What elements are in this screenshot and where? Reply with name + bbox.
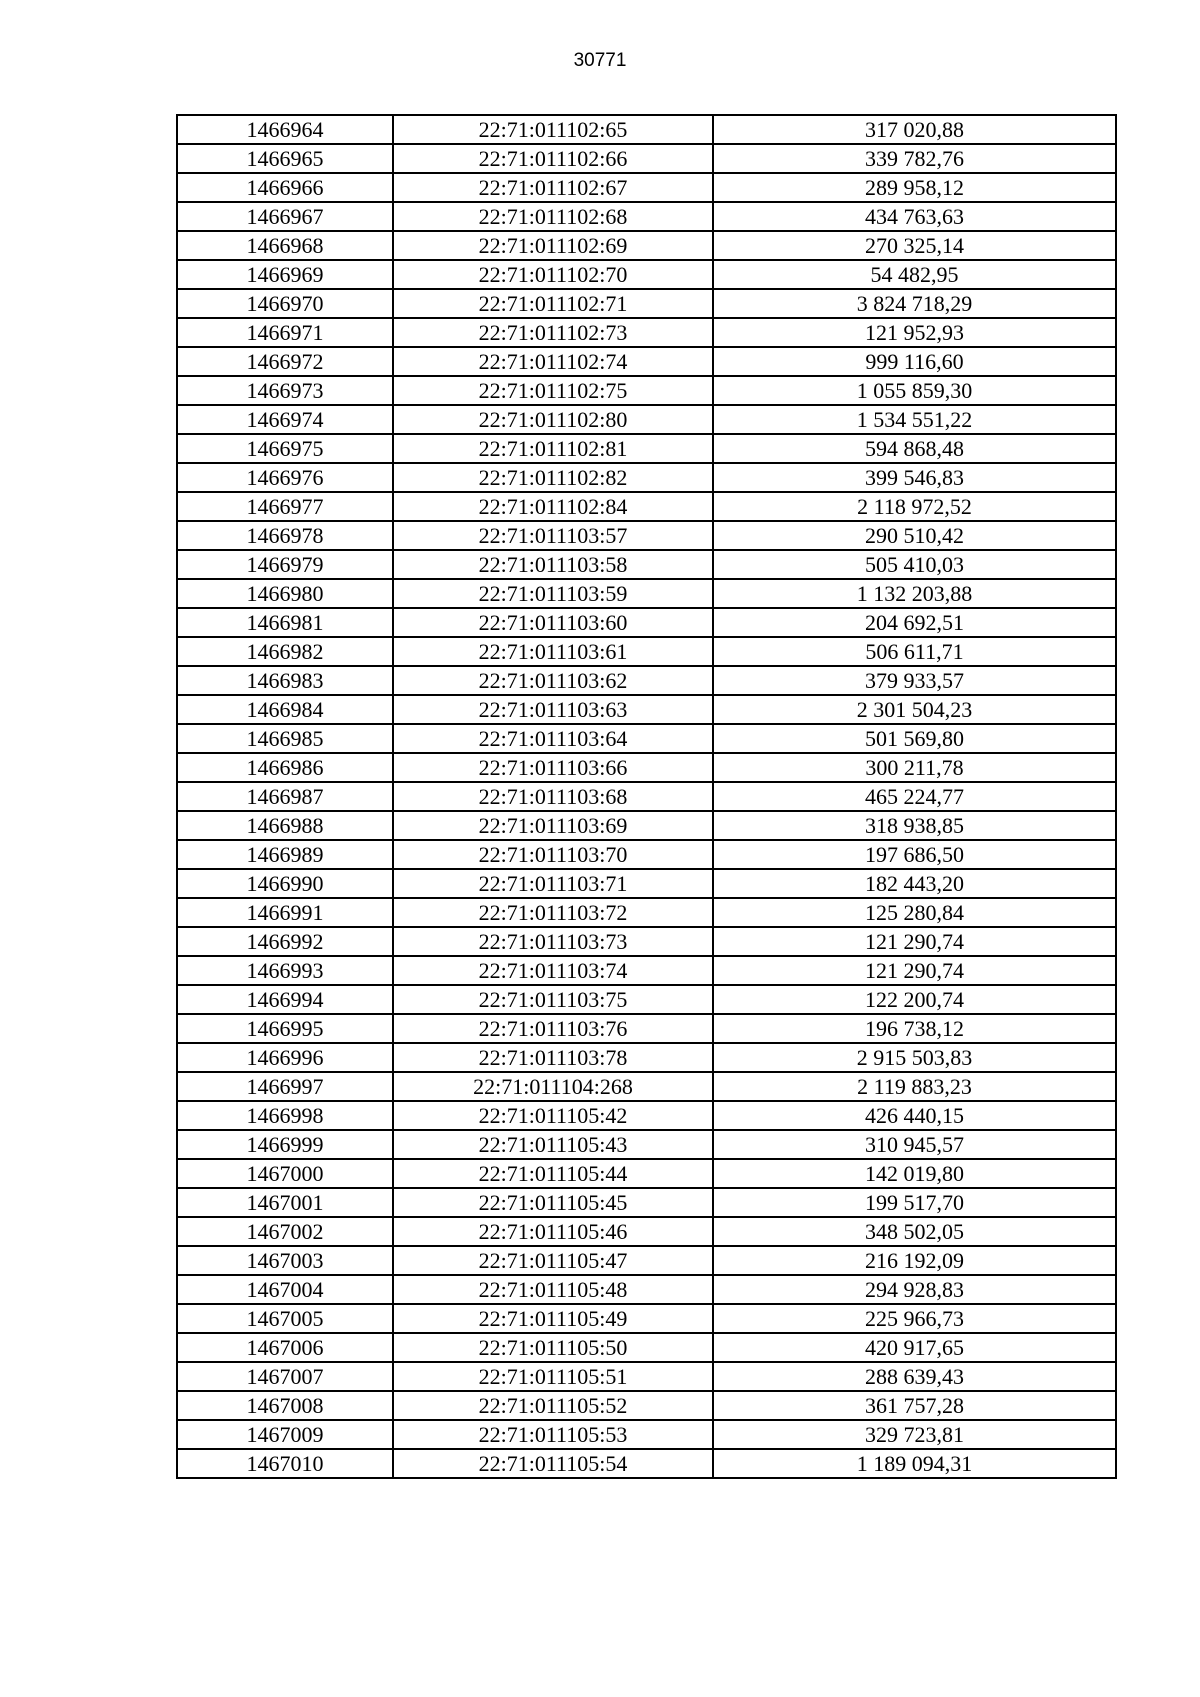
value-cell: 216 192,09 xyxy=(713,1246,1116,1275)
record-number-cell: 1466965 xyxy=(177,144,393,173)
value-cell: 2 118 972,52 xyxy=(713,492,1116,521)
table-row xyxy=(177,347,1116,376)
record-number-cell: 1466984 xyxy=(177,695,393,724)
record-number-cell: 1467003 xyxy=(177,1246,393,1275)
cadastral-number-cell: 22:71:011103:70 xyxy=(393,840,713,869)
value-cell: 361 757,28 xyxy=(713,1391,1116,1420)
table-row xyxy=(177,1014,1116,1043)
table-row xyxy=(177,1130,1116,1159)
value-cell: 506 611,71 xyxy=(713,637,1116,666)
value-cell: 122 200,74 xyxy=(713,985,1116,1014)
cadastral-number-cell: 22:71:011105:43 xyxy=(393,1130,713,1159)
table-row xyxy=(177,898,1116,927)
cadastral-number-cell: 22:71:011105:54 xyxy=(393,1449,713,1478)
table-row xyxy=(177,927,1116,956)
record-number-cell: 1466979 xyxy=(177,550,393,579)
cadastral-number-cell: 22:71:011103:73 xyxy=(393,927,713,956)
cadastral-number-cell: 22:71:011102:82 xyxy=(393,463,713,492)
table-row xyxy=(177,1246,1116,1275)
value-cell: 426 440,15 xyxy=(713,1101,1116,1130)
table-row xyxy=(177,318,1116,347)
cadastral-number-cell: 22:71:011105:48 xyxy=(393,1275,713,1304)
value-cell: 270 325,14 xyxy=(713,231,1116,260)
record-number-cell: 1466998 xyxy=(177,1101,393,1130)
cadastral-number-cell: 22:71:011102:81 xyxy=(393,434,713,463)
page-number: 30771 xyxy=(573,50,627,71)
record-number-cell: 1466980 xyxy=(177,579,393,608)
table-row xyxy=(177,550,1116,579)
record-number-cell: 1466985 xyxy=(177,724,393,753)
record-number-cell: 1466970 xyxy=(177,289,393,318)
table-row xyxy=(177,1188,1116,1217)
value-cell: 317 020,88 xyxy=(713,115,1116,144)
record-number-cell: 1466969 xyxy=(177,260,393,289)
table-row xyxy=(177,1217,1116,1246)
table-row xyxy=(177,811,1116,840)
record-number-cell: 1466983 xyxy=(177,666,393,695)
value-cell: 2 301 504,23 xyxy=(713,695,1116,724)
record-number-cell: 1467004 xyxy=(177,1275,393,1304)
record-number-cell: 1467010 xyxy=(177,1449,393,1478)
cadastral-number-cell: 22:71:011102:74 xyxy=(393,347,713,376)
cadastral-number-cell: 22:71:011105:51 xyxy=(393,1362,713,1391)
record-number-cell: 1467005 xyxy=(177,1304,393,1333)
record-number-cell: 1466975 xyxy=(177,434,393,463)
record-number-cell: 1466964 xyxy=(177,115,393,144)
value-cell: 197 686,50 xyxy=(713,840,1116,869)
cadastral-number-cell: 22:71:011102:69 xyxy=(393,231,713,260)
cadastral-number-cell: 22:71:011103:78 xyxy=(393,1043,713,1072)
table-row xyxy=(177,724,1116,753)
cadastral-number-cell: 22:71:011103:58 xyxy=(393,550,713,579)
record-number-cell: 1466972 xyxy=(177,347,393,376)
value-cell: 196 738,12 xyxy=(713,1014,1116,1043)
value-cell: 182 443,20 xyxy=(713,869,1116,898)
cadastral-number-cell: 22:71:011103:76 xyxy=(393,1014,713,1043)
value-cell: 399 546,83 xyxy=(713,463,1116,492)
cadastral-number-cell: 22:71:011105:50 xyxy=(393,1333,713,1362)
value-cell: 288 639,43 xyxy=(713,1362,1116,1391)
record-number-cell: 1467008 xyxy=(177,1391,393,1420)
cadastral-number-cell: 22:71:011103:60 xyxy=(393,608,713,637)
value-cell: 121 952,93 xyxy=(713,318,1116,347)
value-cell: 225 966,73 xyxy=(713,1304,1116,1333)
value-cell: 1 189 094,31 xyxy=(713,1449,1116,1478)
cadastral-number-cell: 22:71:011102:66 xyxy=(393,144,713,173)
cadastral-number-cell: 22:71:011102:73 xyxy=(393,318,713,347)
table-row xyxy=(177,115,1116,144)
table-row xyxy=(177,1043,1116,1072)
value-cell: 594 868,48 xyxy=(713,434,1116,463)
record-number-cell: 1466976 xyxy=(177,463,393,492)
cadastral-number-cell: 22:71:011105:49 xyxy=(393,1304,713,1333)
record-number-cell: 1466996 xyxy=(177,1043,393,1072)
value-cell: 199 517,70 xyxy=(713,1188,1116,1217)
record-number-cell: 1467002 xyxy=(177,1217,393,1246)
record-number-cell: 1467009 xyxy=(177,1420,393,1449)
record-number-cell: 1466997 xyxy=(177,1072,393,1101)
cadastral-number-cell: 22:71:011105:42 xyxy=(393,1101,713,1130)
value-cell: 420 917,65 xyxy=(713,1333,1116,1362)
value-cell: 505 410,03 xyxy=(713,550,1116,579)
table-row xyxy=(177,753,1116,782)
table-body xyxy=(177,115,1116,1478)
cadastral-number-cell: 22:71:011105:46 xyxy=(393,1217,713,1246)
value-cell: 1 534 551,22 xyxy=(713,405,1116,434)
cadastral-number-cell: 22:71:011102:71 xyxy=(393,289,713,318)
record-number-cell: 1466990 xyxy=(177,869,393,898)
table-row xyxy=(177,434,1116,463)
value-cell: 329 723,81 xyxy=(713,1420,1116,1449)
record-number-cell: 1467001 xyxy=(177,1188,393,1217)
value-cell: 125 280,84 xyxy=(713,898,1116,927)
record-number-cell: 1466966 xyxy=(177,173,393,202)
table-row xyxy=(177,1275,1116,1304)
record-number-cell: 1466978 xyxy=(177,521,393,550)
record-number-cell: 1466986 xyxy=(177,753,393,782)
value-cell: 501 569,80 xyxy=(713,724,1116,753)
cadastral-number-cell: 22:71:011102:80 xyxy=(393,405,713,434)
table-row xyxy=(177,492,1116,521)
cadastral-number-cell: 22:71:011103:57 xyxy=(393,521,713,550)
table-row xyxy=(177,1159,1116,1188)
table-row xyxy=(177,579,1116,608)
value-cell: 999 116,60 xyxy=(713,347,1116,376)
record-number-cell: 1467007 xyxy=(177,1362,393,1391)
value-cell: 289 958,12 xyxy=(713,173,1116,202)
cadastral-number-cell: 22:71:011103:61 xyxy=(393,637,713,666)
record-number-cell: 1466988 xyxy=(177,811,393,840)
cadastral-number-cell: 22:71:011103:69 xyxy=(393,811,713,840)
table-row xyxy=(177,289,1116,318)
value-cell: 434 763,63 xyxy=(713,202,1116,231)
record-number-cell: 1466994 xyxy=(177,985,393,1014)
cadastral-number-cell: 22:71:011103:68 xyxy=(393,782,713,811)
cadastral-number-cell: 22:71:011105:52 xyxy=(393,1391,713,1420)
cadastral-number-cell: 22:71:011102:68 xyxy=(393,202,713,231)
value-cell: 1 132 203,88 xyxy=(713,579,1116,608)
table-row xyxy=(177,231,1116,260)
cadastral-number-cell: 22:71:011103:59 xyxy=(393,579,713,608)
cadastral-number-cell: 22:71:011105:45 xyxy=(393,1188,713,1217)
table-row xyxy=(177,1449,1116,1478)
value-cell: 54 482,95 xyxy=(713,260,1116,289)
record-number-cell: 1466991 xyxy=(177,898,393,927)
record-number-cell: 1466993 xyxy=(177,956,393,985)
value-cell: 290 510,42 xyxy=(713,521,1116,550)
value-cell: 142 019,80 xyxy=(713,1159,1116,1188)
table-row xyxy=(177,608,1116,637)
cadastral-number-cell: 22:71:011102:75 xyxy=(393,376,713,405)
value-cell: 2 119 883,23 xyxy=(713,1072,1116,1101)
table-row xyxy=(177,695,1116,724)
cadastral-number-cell: 22:71:011105:53 xyxy=(393,1420,713,1449)
value-cell: 379 933,57 xyxy=(713,666,1116,695)
value-cell: 121 290,74 xyxy=(713,927,1116,956)
table-row xyxy=(177,1362,1116,1391)
table-row xyxy=(177,869,1116,898)
cadastral-number-cell: 22:71:011102:67 xyxy=(393,173,713,202)
cadastral-number-cell: 22:71:011103:72 xyxy=(393,898,713,927)
value-cell: 318 938,85 xyxy=(713,811,1116,840)
table-row xyxy=(177,637,1116,666)
cadastral-number-cell: 22:71:011103:74 xyxy=(393,956,713,985)
record-number-cell: 1467006 xyxy=(177,1333,393,1362)
cadastral-number-cell: 22:71:011103:75 xyxy=(393,985,713,1014)
value-cell: 339 782,76 xyxy=(713,144,1116,173)
table-row xyxy=(177,1304,1116,1333)
record-number-cell: 1466987 xyxy=(177,782,393,811)
table-row xyxy=(177,405,1116,434)
cadastral-number-cell: 22:71:011103:64 xyxy=(393,724,713,753)
table-row xyxy=(177,985,1116,1014)
data-table xyxy=(176,114,1117,1479)
table-row xyxy=(177,173,1116,202)
record-number-cell: 1466973 xyxy=(177,376,393,405)
cadastral-number-cell: 22:71:011102:84 xyxy=(393,492,713,521)
table-row xyxy=(177,260,1116,289)
value-cell: 121 290,74 xyxy=(713,956,1116,985)
table-row xyxy=(177,521,1116,550)
record-number-cell: 1466999 xyxy=(177,1130,393,1159)
value-cell: 2 915 503,83 xyxy=(713,1043,1116,1072)
cadastral-number-cell: 22:71:011102:65 xyxy=(393,115,713,144)
table-row xyxy=(177,463,1116,492)
value-cell: 3 824 718,29 xyxy=(713,289,1116,318)
cadastral-number-cell: 22:71:011103:62 xyxy=(393,666,713,695)
record-number-cell: 1466974 xyxy=(177,405,393,434)
cadastral-number-cell: 22:71:011104:268 xyxy=(393,1072,713,1101)
cadastral-number-cell: 22:71:011103:66 xyxy=(393,753,713,782)
cadastral-number-cell: 22:71:011103:63 xyxy=(393,695,713,724)
table-row xyxy=(177,1391,1116,1420)
table-row xyxy=(177,956,1116,985)
table-row xyxy=(177,376,1116,405)
table-row xyxy=(177,782,1116,811)
table-row xyxy=(177,666,1116,695)
value-cell: 465 224,77 xyxy=(713,782,1116,811)
record-number-cell: 1466981 xyxy=(177,608,393,637)
record-number-cell: 1466977 xyxy=(177,492,393,521)
record-number-cell: 1466967 xyxy=(177,202,393,231)
cadastral-number-cell: 22:71:011102:70 xyxy=(393,260,713,289)
record-number-cell: 1466968 xyxy=(177,231,393,260)
cadastral-number-cell: 22:71:011103:71 xyxy=(393,869,713,898)
table-row xyxy=(177,1420,1116,1449)
value-cell: 1 055 859,30 xyxy=(713,376,1116,405)
cadastral-number-cell: 22:71:011105:44 xyxy=(393,1159,713,1188)
table-row xyxy=(177,202,1116,231)
record-number-cell: 1466989 xyxy=(177,840,393,869)
record-number-cell: 1467000 xyxy=(177,1159,393,1188)
value-cell: 300 211,78 xyxy=(713,753,1116,782)
cadastral-number-cell: 22:71:011105:47 xyxy=(393,1246,713,1275)
table-row xyxy=(177,1072,1116,1101)
value-cell: 294 928,83 xyxy=(713,1275,1116,1304)
record-number-cell: 1466971 xyxy=(177,318,393,347)
value-cell: 310 945,57 xyxy=(713,1130,1116,1159)
record-number-cell: 1466982 xyxy=(177,637,393,666)
table-row xyxy=(177,144,1116,173)
record-number-cell: 1466995 xyxy=(177,1014,393,1043)
record-number-cell: 1466992 xyxy=(177,927,393,956)
table-row xyxy=(177,1101,1116,1130)
table-row xyxy=(177,840,1116,869)
value-cell: 348 502,05 xyxy=(713,1217,1116,1246)
table-row xyxy=(177,1333,1116,1362)
value-cell: 204 692,51 xyxy=(713,608,1116,637)
